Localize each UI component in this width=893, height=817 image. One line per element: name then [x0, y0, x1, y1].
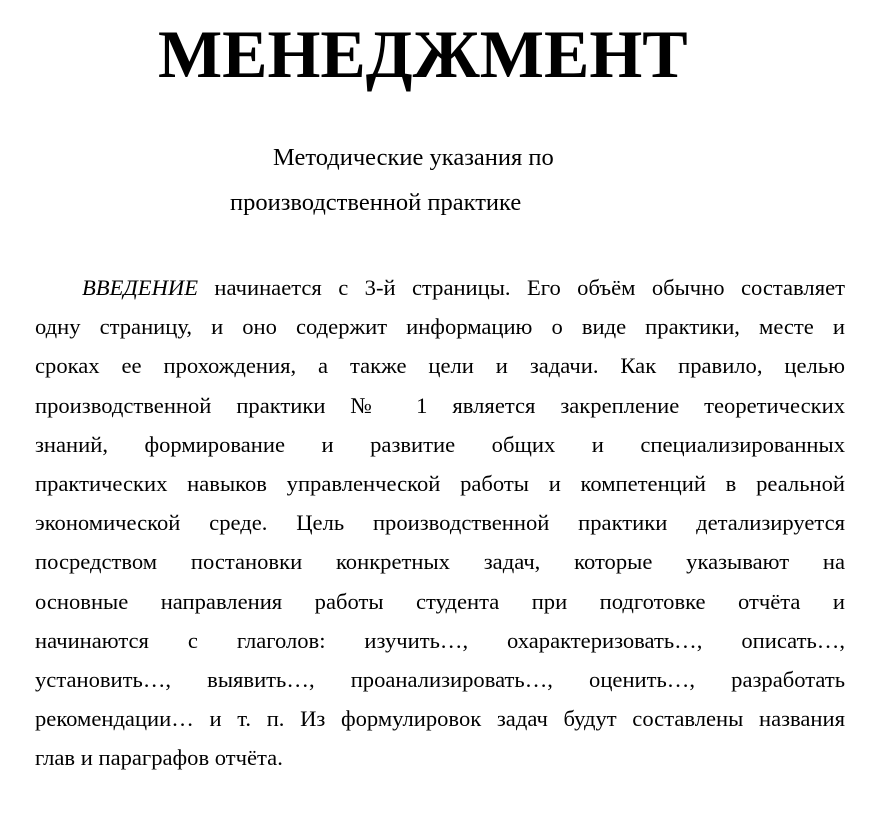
paragraph-line: установить…, выявить…, проанализировать…, оценить…, разработать	[35, 666, 845, 692]
introduction-heading-word: ВВЕДЕНИЕ	[82, 275, 199, 300]
subtitle-line-2: производственной практике	[230, 189, 522, 216]
paragraph-line: одну страницу, и оно содержит информацию о виде практики, месте и	[35, 314, 845, 340]
document-title: МЕНЕДЖМЕНТ	[158, 16, 688, 92]
paragraph-line: знаний, формирование и развитие общих и специализированных	[35, 431, 845, 457]
introduction-paragraph	[35, 268, 845, 777]
paragraph-line: экономической среде. Цель производственной практики детализируется	[35, 510, 845, 536]
paragraph-line: сроках ее прохождения, а также цели и задачи. Как правило, целью	[35, 353, 845, 379]
paragraph-line: практических навыков управленческой работы и компетенций в реальной	[35, 470, 845, 496]
subtitle-line-1: Методические указания по	[273, 144, 554, 171]
paragraph-line-text: начинается с 3-й страницы. Его объём обычно составляет	[198, 275, 845, 300]
paragraph-line: рекомендации… и т. п. Из формулировок задач будут составлены названия	[35, 706, 845, 732]
paragraph-line: начинаются с глаголов: изучить…, охарактеризовать…, описать…,	[35, 627, 845, 653]
paragraph-line: глав и параграфов отчёта.	[35, 745, 283, 771]
paragraph-line	[35, 268, 845, 307]
paragraph-line: производственной практики № 1 является закрепление теоретических	[35, 392, 845, 418]
paragraph-line: посредством постановки конкретных задач, которые указывают на	[35, 549, 845, 575]
paragraph-line: основные направления работы студента при подготовке отчёта и	[35, 588, 845, 614]
